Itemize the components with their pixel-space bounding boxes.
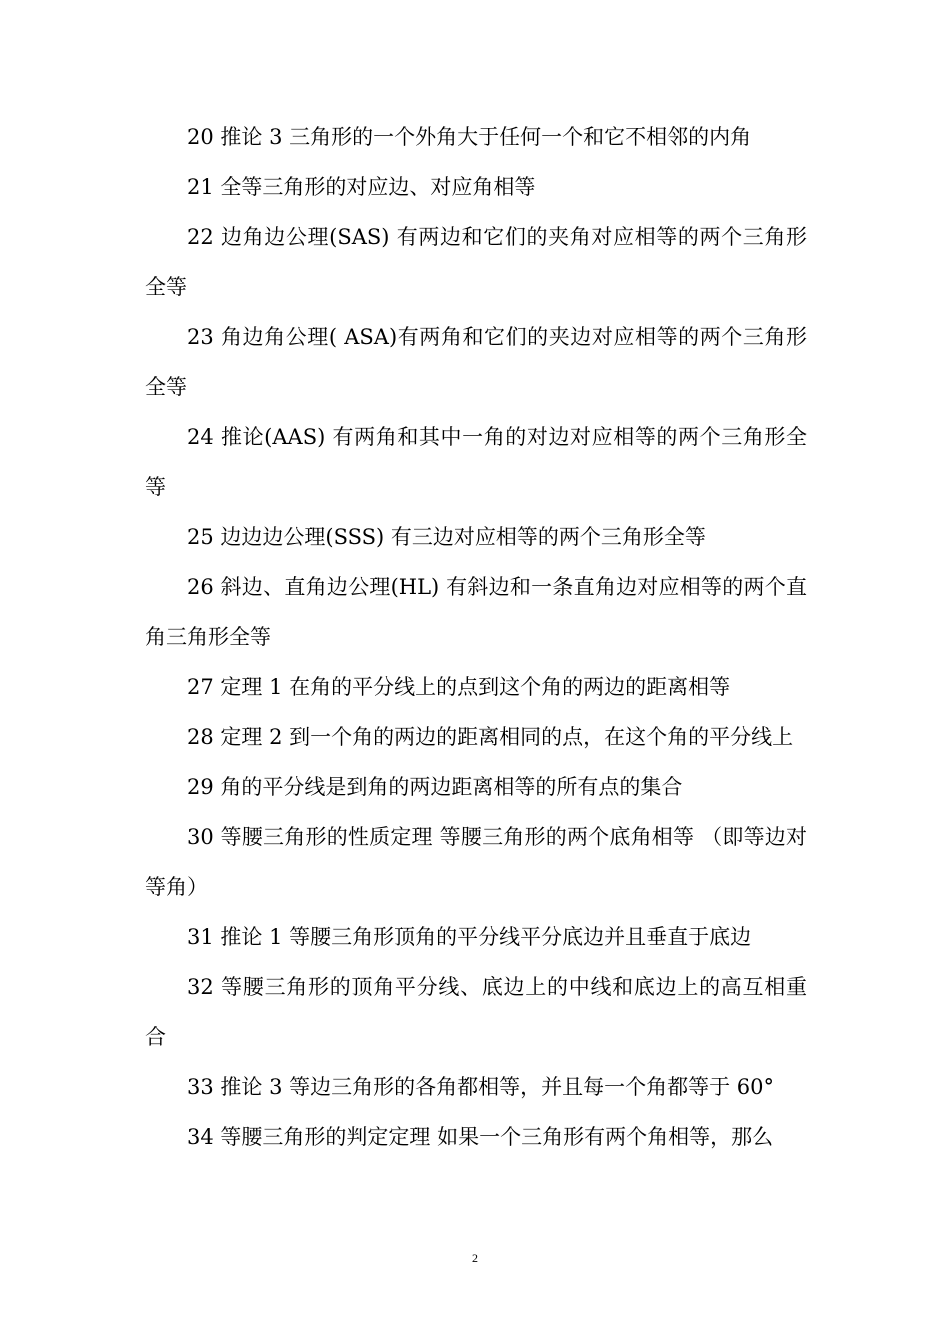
theorem-22: 22 边角边公理(SAS) 有两边和它们的夹角对应相等的两个三角形全等	[145, 225, 807, 299]
theorem-24: 24 推论(AAS) 有两角和其中一角的对边对应相等的两个三角形全等	[145, 425, 807, 499]
theorem-27: 27 定理 1 在角的平分线上的点到这个角的两边的距离相等	[187, 675, 731, 699]
theorem-20: 20 推论 3 三角形的一个外角大于任何一个和它不相邻的内角	[187, 125, 752, 149]
theorem-29: 29 角的平分线是到角的两边距离相等的所有点的集合	[187, 775, 683, 799]
theorem-21: 21 全等三角形的对应边、对应角相等	[187, 175, 536, 199]
theorem-28: 28 定理 2 到一个角的两边的距离相同的点，在这个角的平分线上	[187, 725, 794, 749]
theorem-25: 25 边边边公理(SSS) 有三边对应相等的两个三角形全等	[187, 525, 706, 549]
theorem-31: 31 推论 1 等腰三角形顶角的平分线平分底边并且垂直于底边	[187, 925, 752, 949]
theorem-32: 32 等腰三角形的顶角平分线、底边上的中线和底边上的高互相重合	[145, 975, 807, 1049]
theorem-26: 26 斜边、直角边公理(HL) 有斜边和一条直角边对应相等的两个直角三角形全等	[145, 575, 807, 649]
theorem-23: 23 角边角公理( ASA)有两角和它们的夹边对应相等的两个三角形全等	[145, 325, 807, 399]
theorem-list	[145, 112, 807, 1162]
theorem-33: 33 推论 3 等边三角形的各角都相等，并且每一个角都等于 60°	[187, 1075, 775, 1099]
theorem-30: 30 等腰三角形的性质定理 等腰三角形的两个底角相等 （即等边对等角）	[145, 825, 807, 899]
page-number: 2	[472, 1251, 478, 1265]
theorem-34: 34 等腰三角形的判定定理 如果一个三角形有两个角相等，那么	[187, 1125, 774, 1149]
